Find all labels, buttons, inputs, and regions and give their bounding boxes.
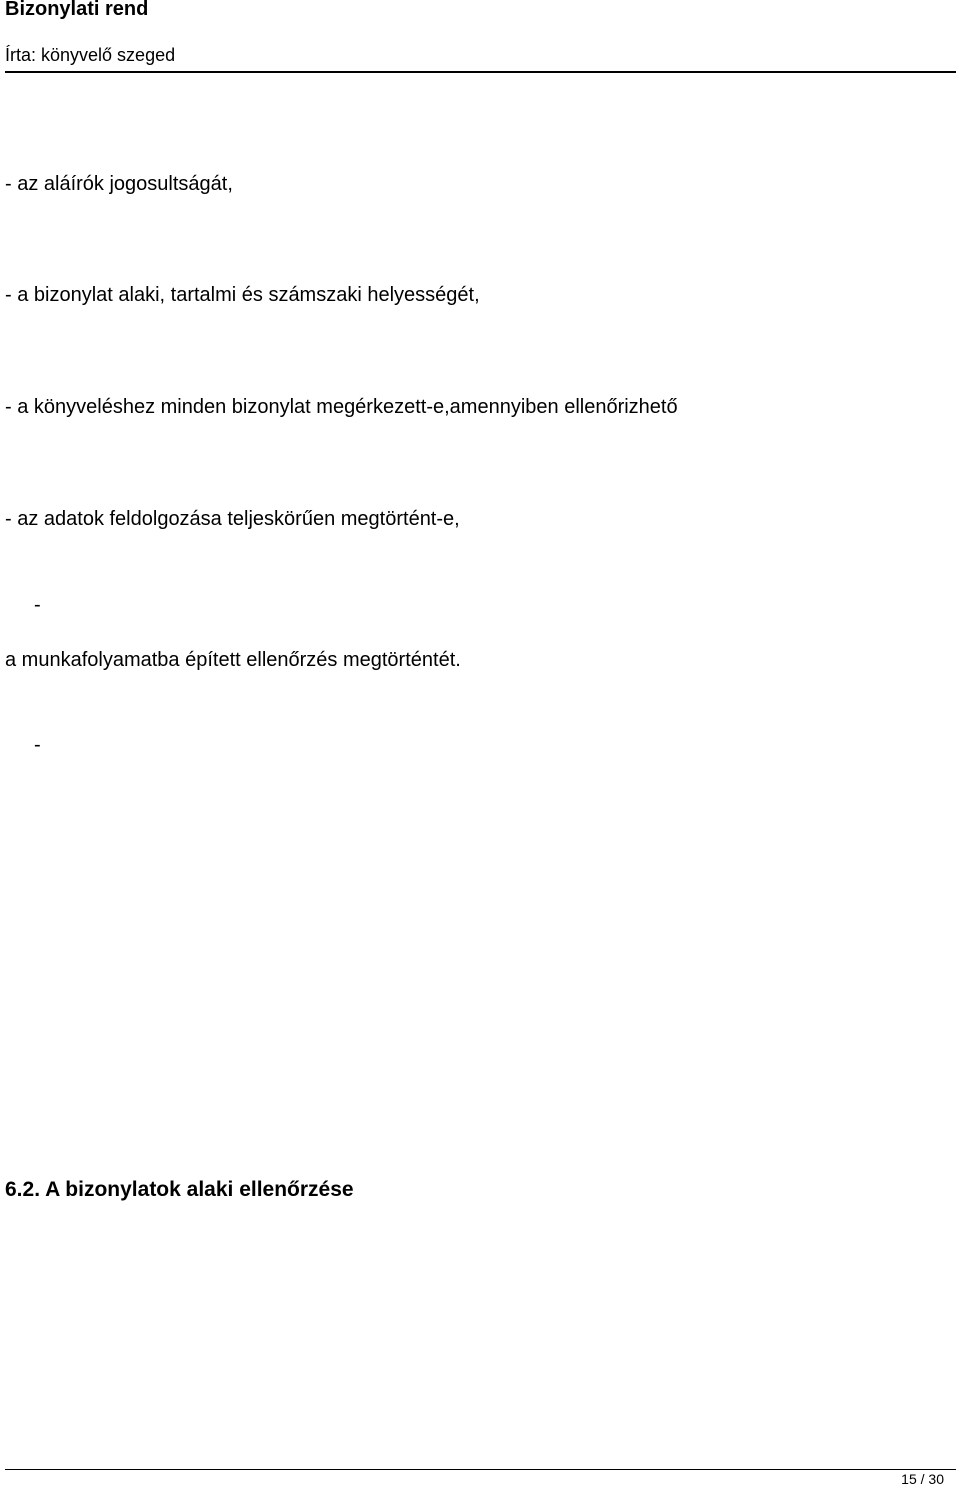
footer-divider (5, 1469, 956, 1470)
document-title: Bizonylati rend (5, 0, 149, 20)
list-dash: - (34, 734, 41, 756)
list-item: - a bizonylat alaki, tartalmi és számszaki helyességét, (5, 284, 480, 306)
list-dash: - (34, 594, 41, 616)
header-divider (5, 71, 956, 73)
list-item: a munkafolyamatba épített ellenőrzés megtörténtét. (5, 649, 461, 671)
list-item: - az aláírók jogosultságát, (5, 173, 233, 195)
list-item: - az adatok feldolgozása teljeskörűen megtörtént-e, (5, 508, 460, 530)
list-item: - a könyveléshez minden bizonylat megérkezett-e,amennyiben ellenőrizhető (5, 396, 678, 418)
page-number: 15 / 30 (901, 1471, 944, 1487)
document-author: Írta: könyvelő szeged (5, 45, 176, 65)
section-heading: 6.2. A bizonylatok alaki ellenőrzése (5, 1178, 354, 1201)
